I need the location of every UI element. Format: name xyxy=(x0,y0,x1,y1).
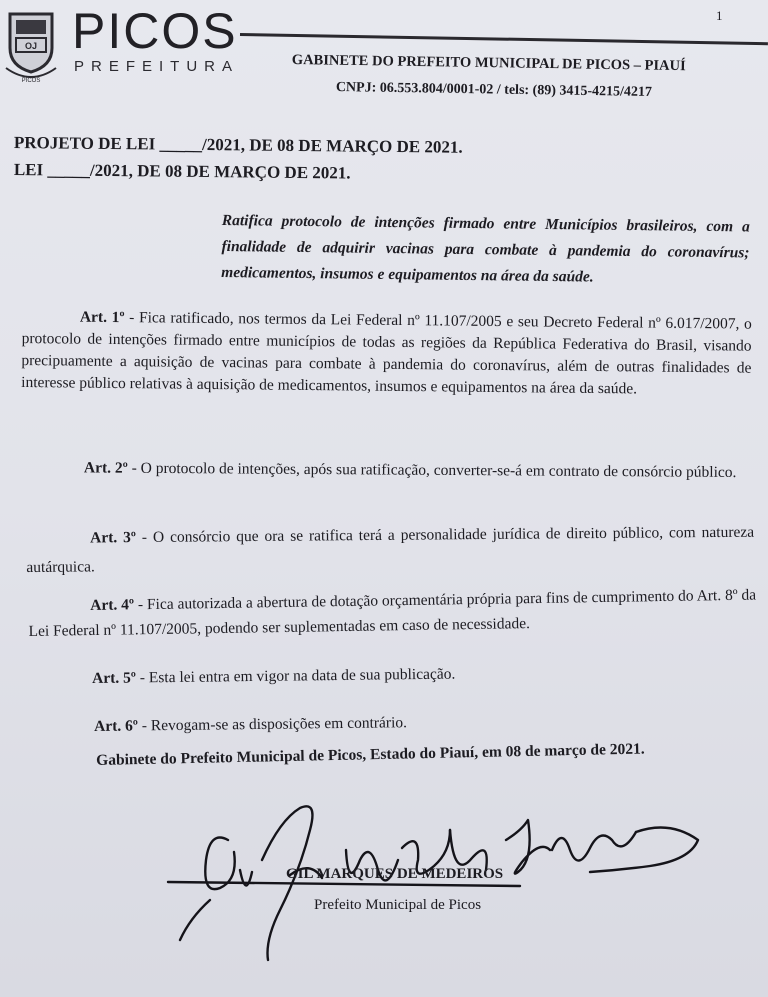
article-4 xyxy=(28,583,757,644)
summary-ementa: Ratifica protocolo de intenções firmado entre Municípios brasileiros, com a finalidade de adquirir vacinas para combate à pandemia do coronavírus; medicamentos, insumos e equipamentos na área da saúde. xyxy=(221,211,750,286)
article-label: Art. 3º xyxy=(90,529,137,547)
contact-line: CNPJ: 06.553.804/0001-02 / tels: (89) 3415-4215/4217 xyxy=(335,80,653,100)
coat-of-arms-logo xyxy=(2,8,60,90)
article-text: - Revogam-se as disposições em contrário. xyxy=(137,714,408,735)
article-label: Art. 1º xyxy=(79,308,125,327)
bill-title: PROJETO DE LEI _____/2021, DE 08 DE MARÇO DE 2021. xyxy=(13,133,463,157)
article-label: Art. 4º xyxy=(90,596,135,615)
article-label: Art. 2º xyxy=(83,459,128,477)
brand-subtitle: PREFEITURA xyxy=(74,58,240,75)
article-3 xyxy=(26,518,754,582)
page-number: 1 xyxy=(716,8,723,23)
signatory-name: GIL MARQUES DE MEDEIROS xyxy=(286,866,504,882)
header-divider xyxy=(240,33,768,45)
brand-name: PICOS xyxy=(72,3,238,59)
svg-text:PICOS: PICOS xyxy=(21,78,41,84)
article-text: - Fica autorizada a abertura de dotação orçamentária própria para fins de cumprimento do Art. 8º da Lei Federal nº 11.107/2005, podendo ser suplementadas em caso de necessidade. xyxy=(28,586,757,640)
article-2 xyxy=(24,454,754,486)
article-6 xyxy=(94,714,407,736)
handwritten-signature xyxy=(150,800,710,970)
article-label: Art. 6º xyxy=(94,717,139,735)
article-text: - O consórcio que ora se ratifica terá a personalidade jurídica de direito público, com natureza autárquica. xyxy=(26,523,755,576)
office-heading: GABINETE DO PREFEITO MUNICIPAL DE PICOS – PIAUÍ xyxy=(291,52,686,75)
law-title: LEI _____/2021, DE 08 DE MARÇO DE 2021. xyxy=(13,160,351,183)
closing-statement: Gabinete do Prefeito Municipal de Picos, Estado do Piauí, em 08 de março de 2021. xyxy=(96,740,645,769)
article-1 xyxy=(21,306,752,402)
article-text: - O protocolo de intenções, após sua ratificação, converter-se-á em contrato de consórcio público. xyxy=(127,459,737,481)
article-5 xyxy=(92,666,455,688)
signatory-role: Prefeito Municipal de Picos xyxy=(314,897,482,913)
article-label: Art. 5º xyxy=(92,669,137,687)
article-text: - Esta lei entra em vigor na data de sua publicação. xyxy=(135,665,456,687)
svg-text:OJ: OJ xyxy=(24,41,38,51)
article-text: - Fica ratificado, nos termos da Lei Federal nº 11.107/2005 e seu Decreto Federal nº 6.017/2007, o protocolo de intenções firmado entre municípios de todas as regiões da República Federativa do Brasil, visando precipuamente a aquisição de vacinas para combate à pandemia do coronavírus, além de outras finalidades de interesse público relativas à aquisição de medicamentos, insumos e equipamentos na área da saúde. xyxy=(21,309,752,398)
